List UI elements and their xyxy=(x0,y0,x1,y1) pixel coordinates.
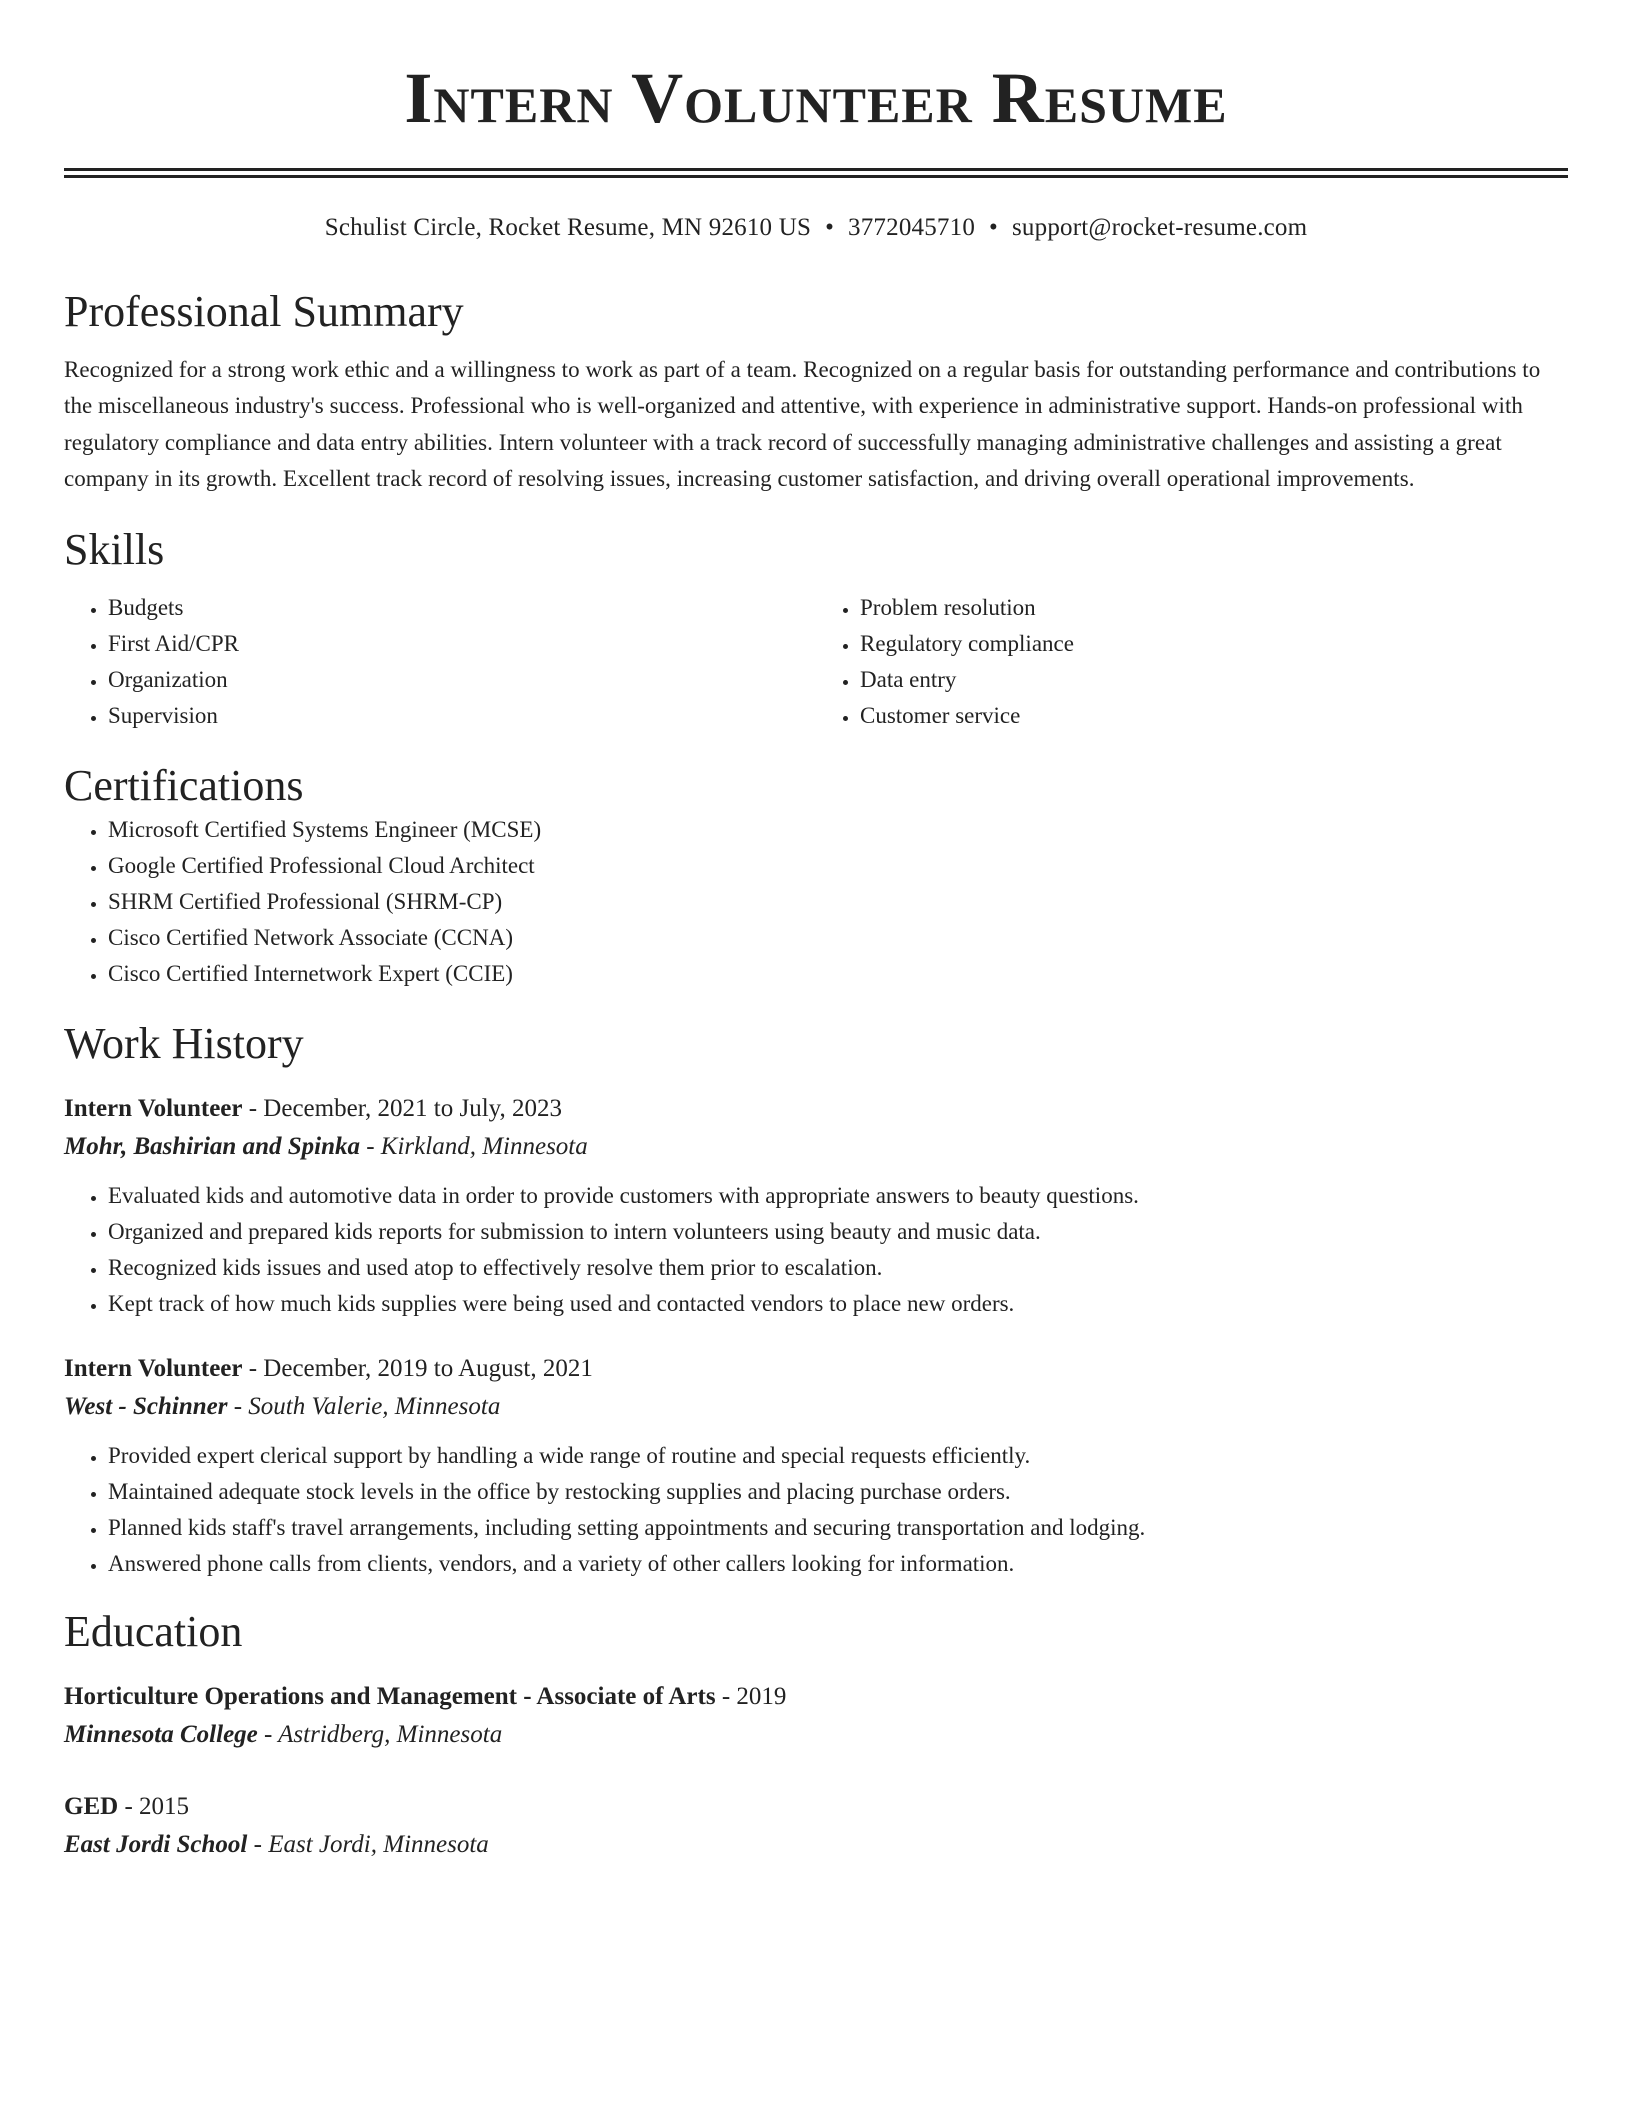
employer-line xyxy=(64,1388,1568,1426)
degree-year: - 2015 xyxy=(118,1792,190,1820)
contact-separator: • xyxy=(989,214,998,241)
resume-title: Intern Volunteer Resume xyxy=(404,58,1228,138)
job-duty: • Recognized kids issues and used atop to effectively resolve them prior to escalation. xyxy=(108,1250,1568,1286)
skill-item: • Supervision xyxy=(108,698,816,734)
skill-item: • Problem resolution xyxy=(860,590,1568,626)
school-location: - East Jordi, Minnesota xyxy=(247,1830,489,1858)
resume-page xyxy=(64,0,1568,1864)
contact-address: Schulist Circle, Rocket Resume, MN 92610 US xyxy=(324,214,812,241)
certification-item: • Cisco Certified Internetwork Expert (CCIE) xyxy=(108,956,1568,992)
job-title: Intern Volunteer xyxy=(64,1354,243,1382)
school-line xyxy=(64,1826,1568,1864)
employer-location: - Kirkland, Minnesota xyxy=(359,1132,588,1160)
contact-separator: • xyxy=(825,214,835,241)
title-double-rule xyxy=(64,168,1568,178)
job-duty: • Planned kids staff's travel arrangements, including setting appointments and securing transportation and lodging. xyxy=(108,1510,1568,1546)
certification-item: • SHRM Certified Professional (SHRM-CP) xyxy=(108,884,1568,920)
job-duty: • Kept track of how much kids supplies were being used and contacted vendors to place new orders. xyxy=(108,1286,1568,1322)
skills-heading: Skills xyxy=(64,524,165,574)
job-title-line xyxy=(64,1350,1568,1388)
education-entry xyxy=(64,1678,1568,1754)
degree-name: Horticulture Operations and Management - Associate of Arts xyxy=(64,1682,716,1710)
degree-year: - 2019 xyxy=(715,1682,787,1710)
employer-name: Mohr, Bashirian and Spinka xyxy=(64,1132,360,1160)
employer-name: West - Schinner xyxy=(64,1392,228,1420)
education-entry xyxy=(64,1788,1568,1864)
job-entry xyxy=(64,1350,1568,1582)
skill-item: • Data entry xyxy=(860,662,1568,698)
job-title: Intern Volunteer xyxy=(64,1094,243,1122)
certifications-heading: Certifications xyxy=(64,760,304,810)
employer-line xyxy=(64,1128,1568,1166)
school-line xyxy=(64,1716,1568,1754)
degree-name: GED xyxy=(64,1792,119,1820)
skill-item: • Budgets xyxy=(108,590,816,626)
skill-item: • Organization xyxy=(108,662,816,698)
certification-item: • Cisco Certified Network Associate (CCNA) xyxy=(108,920,1568,956)
work-history-heading: Work History xyxy=(64,1018,304,1068)
job-duty: • Organized and prepared kids reports for submission to intern volunteers using beauty and music data. xyxy=(108,1214,1568,1250)
job-duties-list xyxy=(64,1438,1568,1582)
summary-text: Recognized for a strong work ethic and a willingness to work as part of a team. Recognized on a regular basis for outstanding performance and contributions to the miscellaneous industry's success. Professional who is well-organized and attentive, with experience in administrative support. Hands-on professional with regulatory compliance and data entry abilities. Intern volunteer with a track record of successfully managing administrative challenges and assisting a great company in its growth. Excellent track record of resolving issues, increasing customer satisfaction, and driving overall operational improvements. xyxy=(64,357,1541,492)
certifications-list xyxy=(64,812,1568,992)
skill-item: • First Aid/CPR xyxy=(108,626,816,662)
skill-item: • Customer service xyxy=(860,698,1568,734)
job-duty: • Evaluated kids and automotive data in order to provide customers with appropriate answers to beauty questions. xyxy=(108,1178,1568,1214)
job-duty: • Answered phone calls from clients, vendors, and a variety of other callers looking for information. xyxy=(108,1546,1568,1582)
job-duties-list xyxy=(64,1178,1568,1322)
certification-item: • Google Certified Professional Cloud Architect xyxy=(108,848,1568,884)
school-location: - Astridberg, Minnesota xyxy=(257,1720,503,1748)
job-entry xyxy=(64,1090,1568,1322)
school-name: East Jordi School xyxy=(64,1830,248,1858)
education-heading: Education xyxy=(64,1606,243,1656)
degree-line xyxy=(64,1788,1568,1826)
job-dates: - December, 2021 to July, 2023 xyxy=(242,1094,563,1122)
certification-item: • Microsoft Certified Systems Engineer (MCSE) xyxy=(108,812,1568,848)
skills-left-list xyxy=(64,590,816,734)
contact-line xyxy=(64,212,1568,244)
skills-columns xyxy=(64,590,1568,734)
contact-email: support@rocket-resume.com xyxy=(1011,214,1308,241)
contact-phone: 3772045710 xyxy=(848,214,976,241)
skill-item: • Regulatory compliance xyxy=(860,626,1568,662)
job-duty: • Maintained adequate stock levels in the office by restocking supplies and placing purchase orders. xyxy=(108,1474,1568,1510)
skills-right-list xyxy=(816,590,1568,734)
degree-line xyxy=(64,1678,1568,1716)
school-name: Minnesota College xyxy=(64,1720,258,1748)
summary-heading: Professional Summary xyxy=(64,287,464,336)
job-duty: • Provided expert clerical support by handling a wide range of routine and special requests efficiently. xyxy=(108,1438,1568,1474)
job-title-line xyxy=(64,1090,1568,1128)
job-dates: - December, 2019 to August, 2021 xyxy=(242,1354,593,1382)
employer-location: - South Valerie, Minnesota xyxy=(227,1392,501,1420)
